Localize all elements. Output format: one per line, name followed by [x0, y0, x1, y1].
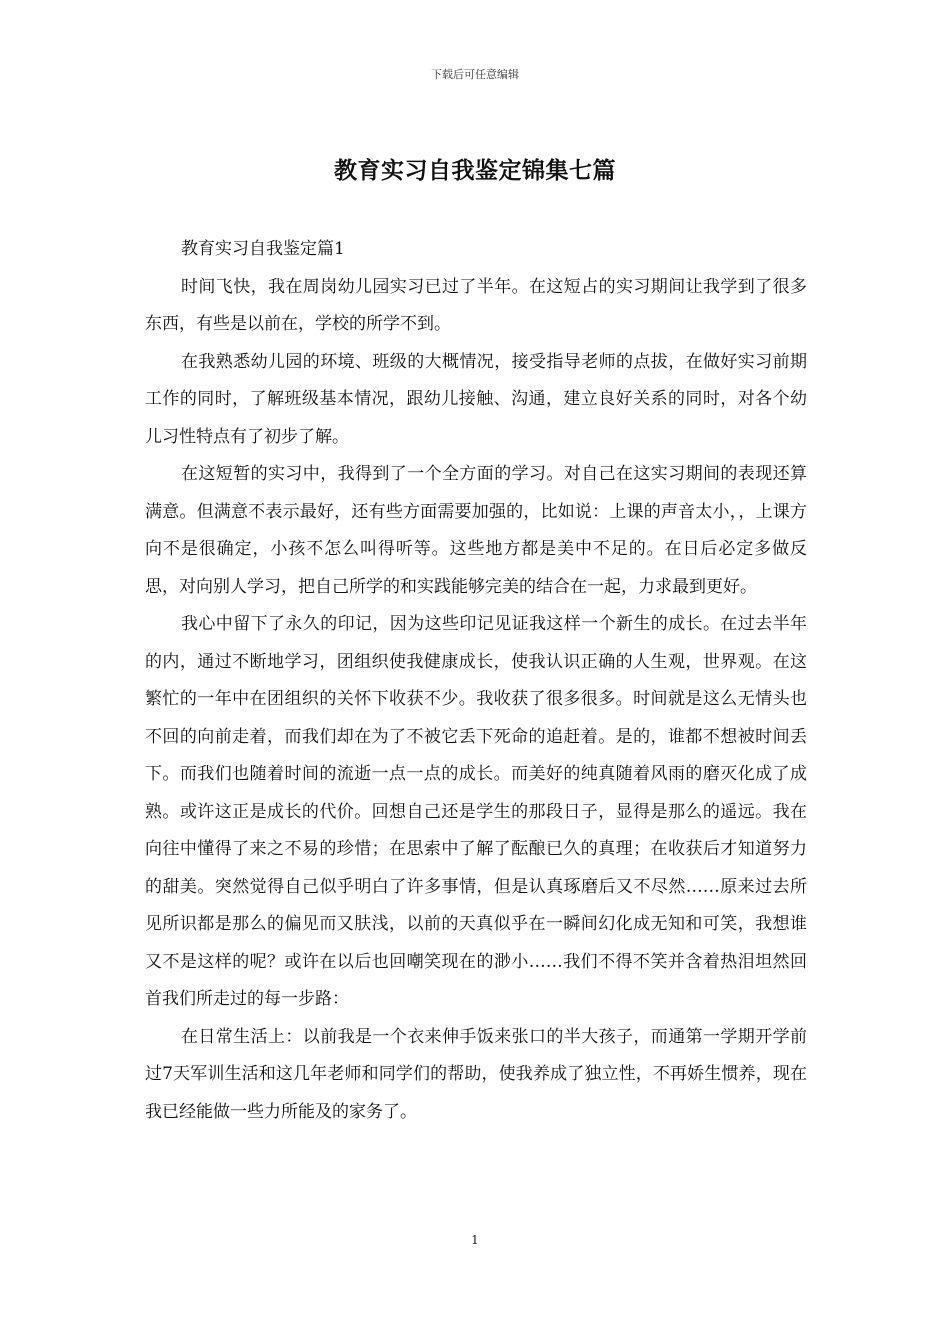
document-body: [145, 231, 807, 1131]
page-number: 1: [471, 1233, 479, 1247]
paragraph: 我心中留下了永久的印记，因为这些印记见证我这样一个新生的成长。在过去半年的内，通过不断地学习，团组织使我健康成长，使我认识正确的人生观，世界观。在这繁忙的一年中在团组织的关怀下收获不少。我收获了很多很多。时间就是这么无情头也不回的向前走着，而我们却在为了不被它丢下死命的追赶着。是的，谁都不想被时间丢下。而我们也随着时间的流逝一点一点的成长。而美好的纯真随着风雨的磨灭化成了成熟。或许这正是成长的代价。回想自己还是学生的那段日子，显得是那么的遥远。我在向往中懂得了来之不易的珍惜；在思索中了解了酝酿已久的真理；在收获后才知道努力的甜美。突然觉得自己似乎明白了许多事情，但是认真琢磨后又不尽然……原来过去所见所识都是那么的偏见而又肤浅，以前的天真似乎在一瞬间幻化成无知和可笑，我想谁又不是这样的呢？或许在以后也回嘲笑现在的渺小……我们不得不笑并含着热泪坦然回首我们所走过的每一步路：: [145, 614, 807, 1009]
document-title: 教育实习自我鉴定锦集七篇: [334, 157, 616, 184]
header-note: 下载后可任意编辑: [431, 68, 519, 81]
paragraph: 在日常生活上：以前我是一个衣来伸手饭来张口的半大孩子，而通第一学期开学前过7天军训生活和这几年老师和同学们的帮助，使我养成了独立性，不再娇生惯养，现在我已经能做一些力所能及的家务了。: [145, 1026, 807, 1122]
paragraph: 在我熟悉幼儿园的环境、班级的大概情况，接受指导老师的点拔，在做好实习前期工作的同时，了解班级基本情况，跟幼儿接触、沟通，建立良好关系的同时，对各个幼儿习性特点有了初步了解。: [145, 351, 807, 447]
paragraph: 在这短暂的实习中，我得到了一个全方面的学习。对自己在这实习期间的表现还算满意。但满意不表示最好，还有些方面需要加强的，比如说：上课的声音太小，，上课方向不是很确定，小孩不怎么叫得听等。这些地方都是美中不足的。在日后必定多做反思，对向别人学习，把自己所学的和实践能够完美的结合在一起，力求最到更好。: [145, 464, 807, 597]
paragraph: 时间飞快，我在周岗幼儿园实习已过了半年。在这短占的实习期间让我学到了很多东西，有些是以前在，学校的所学不到。: [145, 276, 807, 334]
section-heading: 教育实习自我鉴定篇1: [181, 239, 345, 259]
